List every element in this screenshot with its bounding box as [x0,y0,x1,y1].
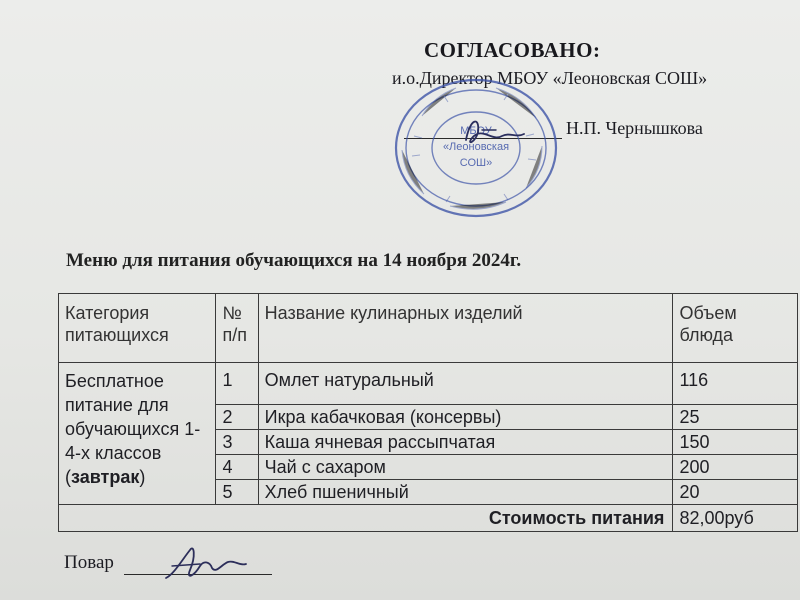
row-volume: 116 [673,363,798,405]
row-number: 2 [216,405,258,430]
menu-title: Меню для питания обучающихся на 14 ноября 2024г. [66,250,522,271]
row-volume: 25 [673,405,798,430]
total-row [59,505,798,532]
approval-title: СОГЛАСОВАНО: [424,38,601,62]
stamp-line1: МБОУ [460,125,492,137]
approval-position: и.о.Директор МБОУ «Леоновская СОШ» [392,68,708,88]
row-dish: Каша ячневая рассыпчатая [258,430,673,455]
cook-label: Повар [64,552,114,573]
row-number: 3 [216,430,258,455]
row-volume: 200 [673,455,798,480]
table-header-row [59,294,798,363]
total-label: Стоимость питания [59,505,673,532]
header-number: № п/п [216,294,258,363]
table-row [59,363,798,405]
category-text: Бесплатное питание для обучающихся 1-4-х классов ( [65,371,201,487]
row-dish: Чай с сахаром [258,455,673,480]
category-meal: завтрак [71,467,140,487]
cook-signature [160,540,250,586]
row-dish: Икра кабачковая (консервы) [258,405,673,430]
stamp-line3: СОШ» [459,157,493,169]
header-dish: Название кулинарных изделий [258,294,673,363]
row-dish: Омлет натуральный [258,363,673,405]
header-category: Категория питающихся [59,294,216,363]
header-volume: Объем блюда [673,294,798,363]
row-number: 5 [216,480,258,505]
row-dish: Хлеб пшеничный [258,480,673,505]
row-number: 4 [216,455,258,480]
category-close: ) [139,467,146,487]
row-number: 1 [216,363,258,405]
total-value: 82,00руб [673,505,798,532]
category-cell [59,363,216,505]
director-signature [452,112,532,152]
menu-table [58,293,798,532]
approval-name: Н.П. Чернышкова [566,118,703,138]
row-volume: 150 [673,430,798,455]
row-volume: 20 [673,480,798,505]
stamp-line2: «Леоновская [442,141,510,153]
